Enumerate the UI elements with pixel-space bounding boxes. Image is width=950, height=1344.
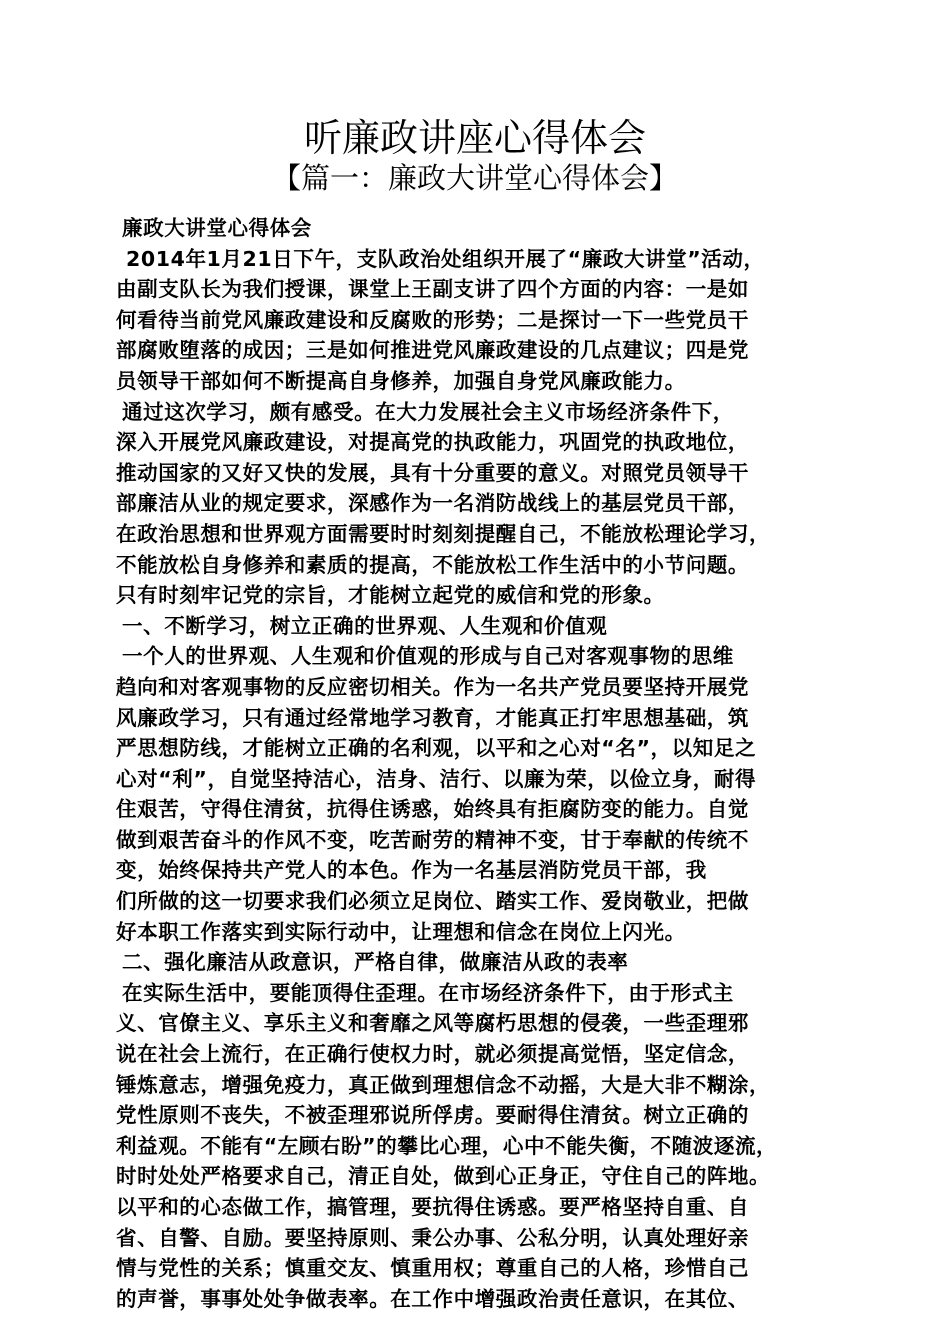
paragraph-line: 省、自警、自励。要坚持原则、秉公办事、公私分明，认真处理好亲	[116, 1225, 749, 1250]
paragraph-line: 义、官僚主义、享乐主义和奢靡之风等腐朽思想的侵袭，一些歪理邪	[116, 1011, 749, 1036]
paragraph-line: 党性原则不丧失，不被歪理邪说所俘虏。要耐得住清贫。树立正确的	[116, 1103, 749, 1128]
paragraph-line: 好本职工作落实到实际行动中，让理想和信念在岗位上闪光。	[116, 919, 686, 944]
paragraph-line: 部腐败堕落的成因；三是如何推进党风廉政建设的几点建议；四是党	[116, 338, 749, 363]
paragraph-line: 利益观。不能有“左顾右盼”的攀比心理，心中不能失衡，不随波逐流，	[116, 1133, 778, 1158]
paragraph-line: 时时处处严格要求自己，清正自处，做到心正身正，守住自己的阵地。	[116, 1164, 771, 1189]
paragraph-line: 在实际生活中，要能顶得住歪理。在市场经济条件下，由于形式主	[122, 980, 734, 1005]
paragraph-line: 何看待当前党风廉政建设和反腐败的形势；二是探讨一下一些党员干	[116, 307, 749, 332]
paragraph-line: 推动国家的又好又快的发展，具有十分重要的意义。对照党员领导干	[116, 460, 749, 485]
paragraph-line: 在政治思想和世界观方面需要时时刻刻提醒自己，不能放松理论学习，	[116, 521, 771, 546]
paragraph-line: 通过这次学习，颇有感受。在大力发展社会主义市场经济条件下，	[122, 399, 734, 424]
paragraph-line: 做到艰苦奋斗的作风不变，吃苦耐劳的精神不变，甘于奉献的传统不	[116, 827, 749, 852]
paragraph-line: 员领导干部如何不断提高自身修养，加强自身党风廉政能力。	[116, 368, 686, 393]
paragraph-line: 一个人的世界观、人生观和价值观的形成与自己对客观事物的思维	[122, 644, 734, 669]
paragraph-line: 严思想防线，才能树立正确的名利观，以平和之心对“名”，以知足之	[116, 736, 757, 761]
paragraph-line: 情与党性的关系；慎重交友、慎重用权；尊重自己的人格，珍惜自己	[116, 1256, 749, 1281]
paragraph-line: 心对“利”，自觉坚持洁心，洁身、洁行、以廉为荣，以俭立身，耐得	[116, 766, 757, 791]
paragraph-line: 风廉政学习，只有通过经常地学习教育，才能真正打牢思想基础，筑	[116, 705, 749, 730]
document-title: 听廉政讲座心得体会	[303, 116, 646, 160]
paragraph-line: 的声誉，事事处处争做表率。在工作中增强政治责任意识，在其位、	[116, 1286, 749, 1311]
document-subtitle: 【篇一：廉政大讲堂心得体会】	[271, 161, 678, 195]
paragraph-line: 2014年1月21日下午，支队政治处组织开展了“廉政大讲堂”活动，	[126, 246, 765, 271]
paragraph-line: 们所做的这一切要求我们必须立足岗位、踏实工作、爱岗敬业，把做	[116, 889, 749, 914]
paragraph-line: 住艰苦，守得住清贫，抗得住诱惑，始终具有拒腐防变的能力。自觉	[116, 797, 749, 822]
section-heading: 廉政大讲堂心得体会	[122, 216, 312, 240]
paragraph-line: 只有时刻牢记党的宗旨，才能树立起党的威信和党的形象。	[116, 583, 665, 608]
paragraph-line: 趋向和对客观事物的反应密切相关。作为一名共产党员要坚持开展党	[116, 674, 749, 699]
paragraph-line: 部廉洁从业的规定要求，深感作为一名消防战线上的基层党员干部，	[116, 491, 749, 516]
paragraph-line: 深入开展党风廉政建设，对提高党的执政能力，巩固党的执政地位，	[116, 430, 749, 455]
paragraph-line: 变，始终保持共产党人的本色。作为一名基层消防党员干部，我	[116, 858, 707, 883]
paragraph-line: 不能放松自身修养和素质的提高，不能放松工作生活中的小节问题。	[116, 552, 749, 577]
section-heading: 一、不断学习，树立正确的世界观、人生观和价值观	[122, 613, 608, 638]
paragraph-line: 说在社会上流行，在正确行使权力时，就必须提高觉悟，坚定信念，	[116, 1042, 749, 1067]
section-heading: 二、强化廉洁从政意识，严格自律，做廉洁从政的表率	[122, 950, 629, 975]
paragraph-line: 以平和的心态做工作，搞管理，要抗得住诱惑。要严格坚持自重、自	[116, 1195, 749, 1219]
document-body	[116, 213, 842, 1314]
paragraph-line: 锤炼意志，增强免疫力，真正做到理想信念不动摇，大是大非不糊涂，	[116, 1072, 771, 1097]
paragraph-line: 由副支队长为我们授课，课堂上王副支讲了四个方面的内容：一是如	[116, 277, 749, 302]
